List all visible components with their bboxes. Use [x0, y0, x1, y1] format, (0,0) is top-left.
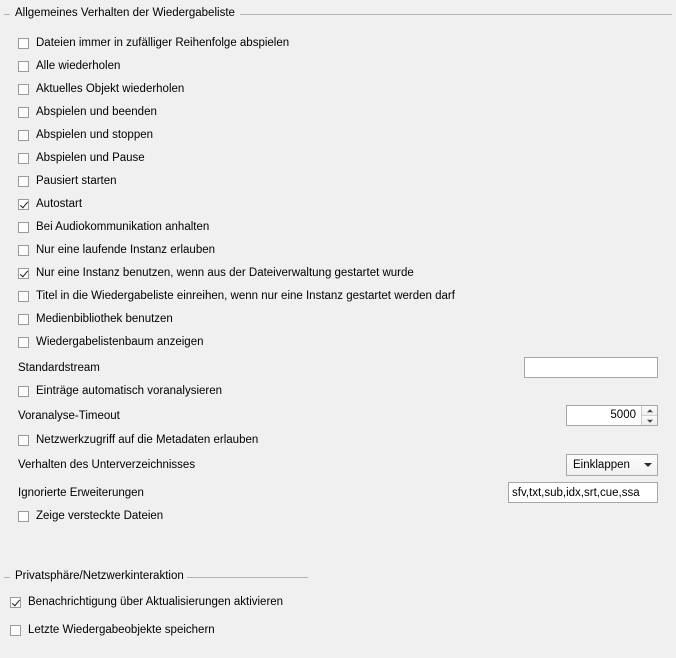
- checkbox-label: Wiedergabelistenbaum anzeigen: [36, 336, 204, 348]
- label-subdirectory-behaviour: Verhalten des Unterverzeichnisses: [18, 459, 196, 471]
- checkbox-auto-preparse[interactable]: [18, 385, 222, 398]
- checkbox-label: Aktuelles Objekt wiederholen: [36, 83, 185, 95]
- checkbox-random-order[interactable]: [18, 37, 289, 50]
- group-privacy-network: [4, 570, 672, 582]
- group-playlist-general: [4, 7, 672, 19]
- checkbox-box[interactable]: [18, 435, 29, 446]
- checkbox-box[interactable]: [18, 337, 29, 348]
- checkbox-label: Titel in die Wiedergabeliste einreihen, wenn nur eine Instanz gestartet werden darf: [36, 290, 455, 302]
- checkbox-box[interactable]: [18, 291, 29, 302]
- checkbox-label: Nur eine Instanz benutzen, wenn aus der Dateiverwaltung gestartet wurde: [36, 267, 414, 279]
- checkbox-box[interactable]: [18, 107, 29, 118]
- default-stream-input[interactable]: [524, 357, 658, 378]
- checkbox-allow-only-one-instance[interactable]: [18, 244, 215, 257]
- checkbox-box[interactable]: [18, 84, 29, 95]
- checkbox-box[interactable]: [18, 199, 29, 210]
- checkbox-box[interactable]: [18, 61, 29, 72]
- checkbox-play-and-exit[interactable]: [18, 106, 157, 119]
- spinner-up-button[interactable]: [642, 406, 657, 415]
- checkbox-play-and-stop[interactable]: [18, 129, 153, 142]
- checkbox-allow-network-metadata[interactable]: [18, 434, 258, 447]
- group-border-right-segment: [240, 14, 672, 15]
- checkbox-label: Abspielen und Pause: [36, 152, 145, 164]
- subdirectory-behaviour-value: Einklappen: [573, 459, 630, 471]
- group-border-right-segment: [178, 577, 308, 578]
- label-preparse-timeout: Voranalyse-Timeout: [18, 410, 120, 422]
- checkbox-label: Bei Audiokommunikation anhalten: [36, 221, 210, 233]
- spinner-buttons[interactable]: [641, 406, 657, 425]
- checkbox-autostart[interactable]: [18, 198, 82, 211]
- checkbox-save-recent-items[interactable]: [10, 624, 215, 637]
- checkbox-label: Abspielen und beenden: [36, 106, 157, 118]
- checkbox-label: Abspielen und stoppen: [36, 129, 154, 141]
- checkbox-box[interactable]: [18, 511, 29, 522]
- checkbox-box[interactable]: [18, 130, 29, 141]
- checkbox-label: Benachrichtigung über Aktualisierungen aktivieren: [28, 596, 284, 608]
- checkbox-label: Alle wiederholen: [36, 60, 121, 72]
- checkbox-box[interactable]: [18, 245, 29, 256]
- checkbox-label: Einträge automatisch voranalysieren: [36, 385, 223, 397]
- spinner-down-button[interactable]: [642, 415, 657, 425]
- checkbox-start-paused[interactable]: [18, 175, 117, 188]
- checkbox-label: Medienbibliothek benutzen: [36, 313, 173, 325]
- chevron-down-icon[interactable]: [639, 455, 657, 475]
- checkbox-play-and-pause[interactable]: [18, 152, 145, 165]
- preparse-timeout-value[interactable]: 5000: [610, 409, 636, 421]
- label-default-stream: Standardstream: [18, 362, 100, 374]
- checkbox-box[interactable]: [18, 176, 29, 187]
- checkbox-enable-update-notifications[interactable]: [10, 596, 283, 609]
- checkbox-label: Dateien immer in zufälliger Reihenfolge abspielen: [36, 37, 290, 49]
- group-border-top: [4, 570, 672, 582]
- checkbox-box[interactable]: [18, 38, 29, 49]
- checkbox-box[interactable]: [10, 597, 21, 608]
- checkbox-box[interactable]: [18, 314, 29, 325]
- checkbox-box[interactable]: [18, 386, 29, 397]
- checkbox-label: Autostart: [36, 198, 83, 210]
- checkbox-repeat-current[interactable]: [18, 83, 184, 96]
- checkbox-use-media-library[interactable]: [18, 313, 173, 326]
- group-border-left-segment: [4, 577, 10, 578]
- checkbox-label: Pausiert starten: [36, 175, 117, 187]
- checkbox-label: Letzte Wiedergabeobjekte speichern: [28, 624, 215, 636]
- group-border-left-segment: [4, 14, 10, 15]
- checkbox-one-instance-from-file-manager[interactable]: [18, 267, 414, 280]
- checkbox-box[interactable]: [18, 268, 29, 279]
- group-playlist-general-title: Allgemeines Verhalten der Wiedergabeliste: [12, 7, 238, 19]
- checkbox-repeat-all[interactable]: [18, 60, 120, 73]
- checkbox-box[interactable]: [18, 222, 29, 233]
- subdirectory-behaviour-combobox[interactable]: [566, 454, 658, 476]
- label-ignored-extensions: Ignorierte Erweiterungen: [18, 487, 144, 499]
- ignored-extensions-input[interactable]: [508, 482, 658, 503]
- checkbox-enqueue-in-playlist[interactable]: [18, 290, 455, 303]
- checkbox-label: Nur eine laufende Instanz erlauben: [36, 244, 216, 256]
- checkbox-show-hidden-files[interactable]: [18, 510, 163, 523]
- group-privacy-network-title: Privatsphäre/Netzwerkinteraktion: [12, 570, 187, 582]
- group-border-top: [4, 7, 672, 19]
- checkbox-box[interactable]: [10, 625, 21, 636]
- checkbox-show-playlist-tree[interactable]: [18, 336, 204, 349]
- checkbox-box[interactable]: [18, 153, 29, 164]
- checkbox-label: Zeige versteckte Dateien: [36, 510, 164, 522]
- preparse-timeout-spinbox[interactable]: [566, 405, 658, 426]
- checkbox-pause-on-audio-communication[interactable]: [18, 221, 209, 234]
- checkbox-label: Netzwerkzugriff auf die Metadaten erlauben: [36, 434, 259, 446]
